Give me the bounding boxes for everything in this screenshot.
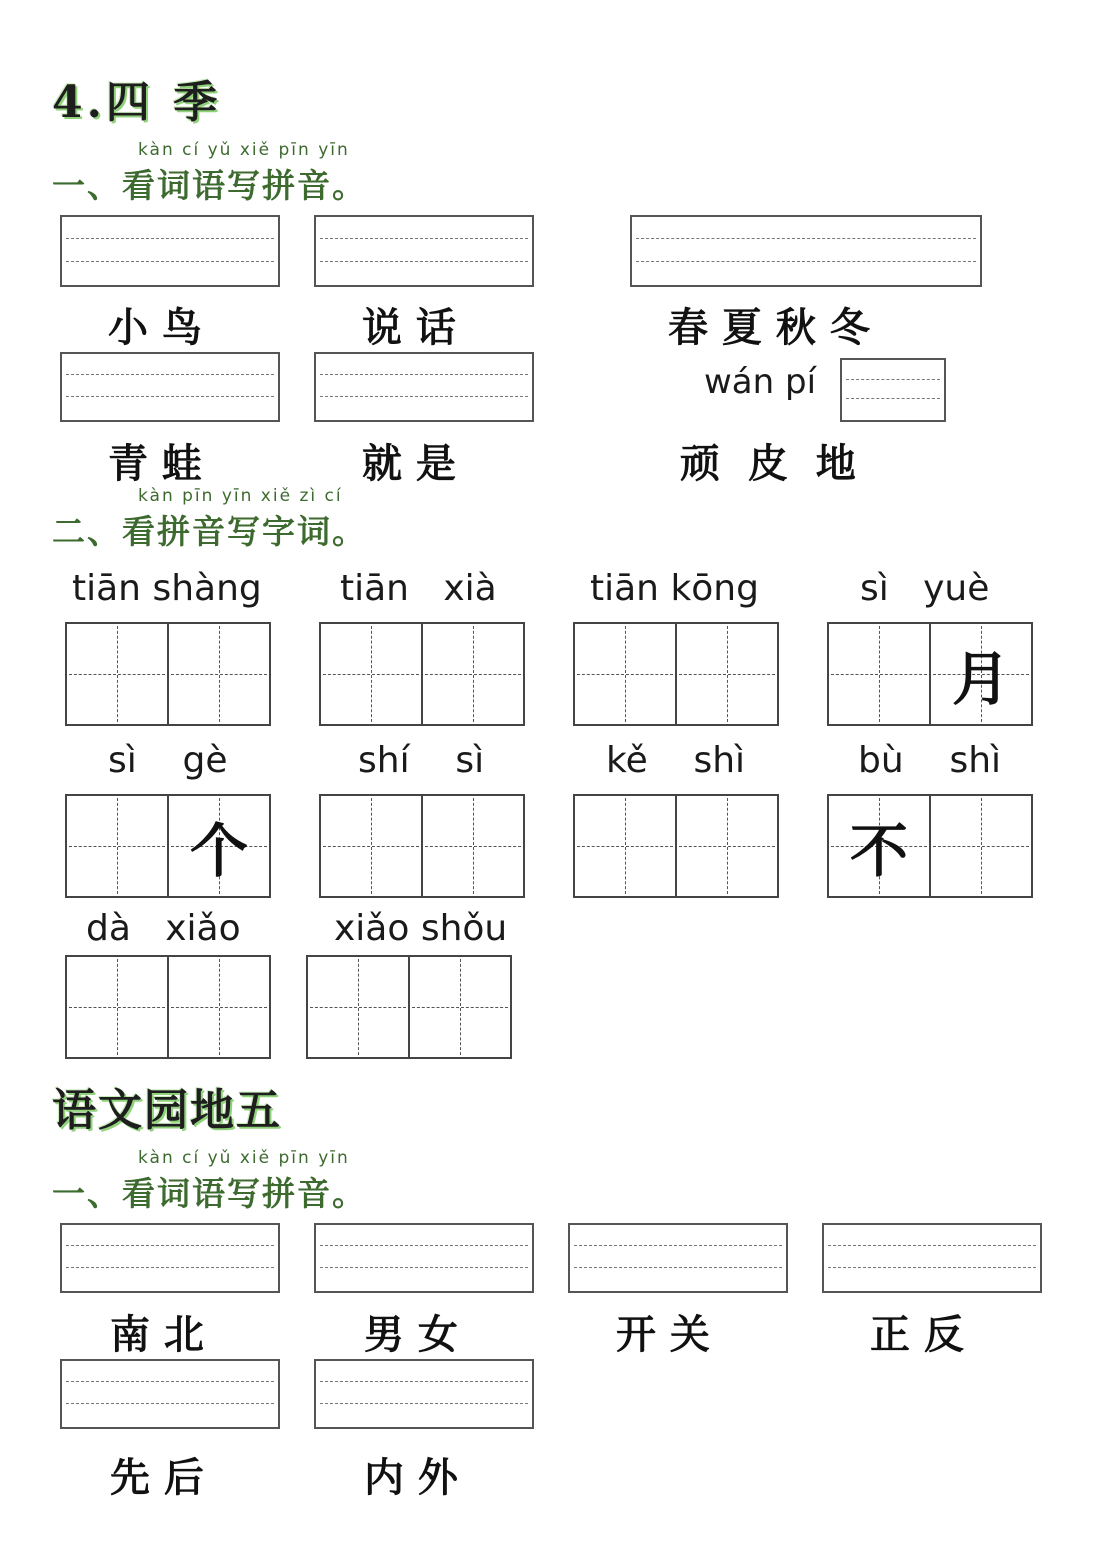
item-pinyin: kě shì (606, 740, 746, 781)
word-label: 青 蛙 (108, 440, 202, 487)
section2-heading: 二、看拼音写字词。 (52, 512, 367, 551)
item-pinyin: sì yuè (860, 568, 990, 609)
writing-cell[interactable] (319, 622, 423, 726)
item-pinyin: tiān shàng (72, 568, 262, 609)
word-label: 南 北 (110, 1311, 204, 1358)
word-label: 说 话 (362, 304, 456, 351)
section1-heading: 一、看词语写拼音。 (52, 166, 367, 205)
writing-cell[interactable] (167, 622, 271, 726)
tianzige-grid (319, 794, 525, 898)
word-label: 就 是 (362, 440, 456, 487)
writing-cell[interactable] (65, 794, 169, 898)
hint-pinyin: wán pí (704, 362, 817, 402)
pinyin-answer-box[interactable] (822, 1223, 1042, 1293)
pinyin-answer-box[interactable] (60, 352, 280, 422)
tianzige-grid (827, 794, 1033, 898)
writing-cell[interactable] (319, 794, 423, 898)
pinyin-answer-box[interactable] (314, 215, 534, 287)
pinyin-answer-box[interactable] (314, 1223, 534, 1293)
pinyin-answer-box[interactable] (840, 358, 946, 422)
word-label: 内 外 (364, 1454, 458, 1501)
tianzige-grid (573, 622, 779, 726)
word-label: 小 鸟 (108, 304, 202, 351)
item-pinyin: bù shì (858, 740, 1002, 781)
writing-cell[interactable] (65, 955, 169, 1059)
pinyin-answer-box[interactable] (60, 1223, 280, 1293)
pinyin-answer-box[interactable] (568, 1223, 788, 1293)
tianzige-grid (65, 955, 271, 1059)
writing-cell[interactable] (675, 622, 779, 726)
pinyin-answer-box[interactable] (630, 215, 982, 287)
word-label: 开 关 (616, 1311, 710, 1358)
pinyin-answer-box[interactable] (60, 1359, 280, 1429)
writing-cell[interactable] (65, 622, 169, 726)
writing-cell[interactable]: 月 (929, 622, 1033, 726)
word-label: 男 女 (364, 1311, 458, 1358)
pinyin-answer-box[interactable] (314, 352, 534, 422)
item-pinyin: sì gè (108, 740, 228, 781)
word-label: 春 夏 秋 冬 (668, 304, 870, 351)
section3-heading: 一、看词语写拼音。 (52, 1174, 367, 1213)
item-pinyin: tiān kōng (590, 568, 759, 609)
pinyin-answer-box[interactable] (314, 1359, 534, 1429)
tianzige-grid (65, 622, 271, 726)
writing-cell[interactable] (408, 955, 512, 1059)
item-pinyin: xiǎo shǒu (334, 908, 508, 949)
writing-cell[interactable] (573, 794, 677, 898)
tianzige-grid (827, 622, 1033, 726)
tianzige-grid (306, 955, 512, 1059)
writing-cell[interactable] (421, 622, 525, 726)
section3-heading-pinyin: kàn cí yǔ xiě pīn yīn (138, 1148, 350, 1168)
garden-title: 语文园地五 (52, 1085, 282, 1136)
word-label: 正 反 (870, 1311, 964, 1358)
tianzige-grid (65, 794, 271, 898)
item-pinyin: tiān xià (340, 568, 497, 609)
writing-cell[interactable]: 个 (167, 794, 271, 898)
pinyin-answer-box[interactable] (60, 215, 280, 287)
lesson-title: 4.四 季 (52, 77, 222, 128)
section1-heading-pinyin: kàn cí yǔ xiě pīn yīn (138, 140, 350, 160)
writing-cell[interactable] (306, 955, 410, 1059)
writing-cell[interactable] (573, 622, 677, 726)
writing-cell[interactable] (167, 955, 271, 1059)
word-label: 顽 皮 地 (680, 440, 856, 487)
writing-cell[interactable] (675, 794, 779, 898)
writing-cell[interactable] (827, 622, 931, 726)
tianzige-grid (319, 622, 525, 726)
section2-heading-pinyin: kàn pīn yīn xiě zì cí (138, 486, 343, 506)
item-pinyin: shí sì (358, 740, 485, 781)
writing-cell[interactable] (929, 794, 1033, 898)
writing-cell[interactable] (421, 794, 525, 898)
tianzige-grid (573, 794, 779, 898)
writing-cell[interactable]: 不 (827, 794, 931, 898)
word-label: 先 后 (110, 1454, 204, 1501)
item-pinyin: dà xiǎo (86, 908, 241, 949)
